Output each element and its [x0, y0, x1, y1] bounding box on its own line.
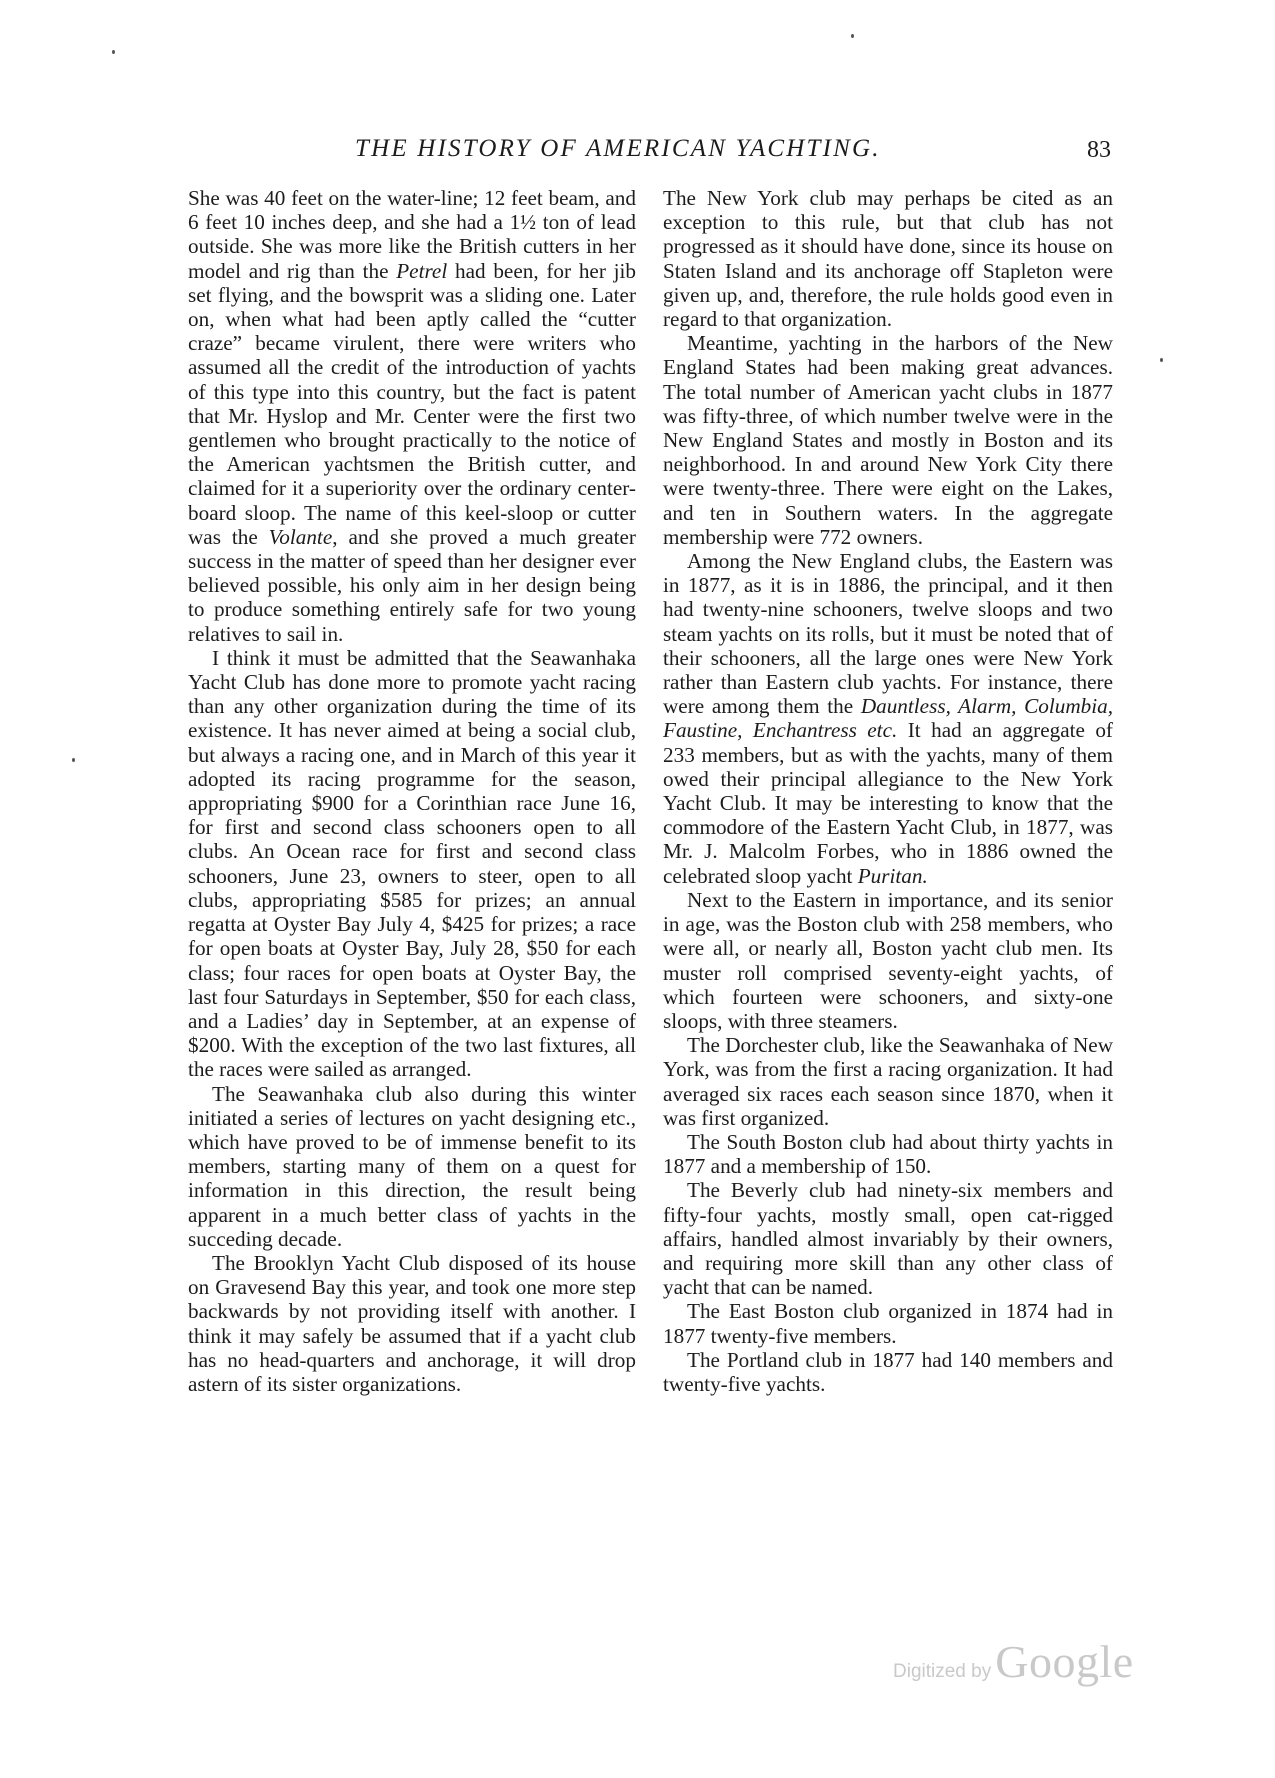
- italic-text: Dauntless, Alarm, Columbia, Faustine, Enchantress etc.: [663, 694, 1113, 743]
- paragraph: [663, 331, 1113, 549]
- paragraph: [188, 646, 636, 1082]
- text-run: The Seawanhaka club also during this winter initiated a series of lectures on yacht designing etc., which have proved to be of immense benefit to its members, starting many of them on a quest for information in this direction, the result being apparent in a much better class of yachts in the succeding decade.: [188, 1081, 636, 1251]
- digitized-by-google-watermark: [893, 1635, 1134, 1688]
- running-head-title: THE HISTORY OF AMERICAN YACHTING.: [355, 135, 881, 162]
- italic-text: Puritan.: [857, 863, 928, 888]
- italic-text: Petrel: [396, 258, 448, 283]
- text-run: It had an aggregate of 233 members, but as with the yachts, many of them owed their principal allegiance to the New York Yacht Club. It may be interesting to know that the commodore of the Eastern Yacht Club, in 1877, was Mr. J. Malcolm Forbes, who in 1886 owned the celebrated sloop yacht: [663, 718, 1113, 888]
- page-number: 83: [1087, 137, 1111, 163]
- text-run: I think it must be admitted that the Seawanhaka Yacht Club has done more to promote yacht racing than any other organization during the time of its existence. It has never aimed at being a social club, but always a racing one, and in March of this year it adopted its racing programme for the season, appropriating $900 for a Corinthian race June 16, for first and second class schooners open to all clubs. An Ocean race for first and second class schooners, June 23, owners to steer, open to all clubs, appropriating $585 for prizes; an annual regatta at Oyster Bay July 4, $425 for prizes; a race for open boats at Oyster Bay, July 28, $50 for each class; four races for open boats at Oyster Bay, the last four Saturdays in September, $50 for each class, and a Ladies’ day in September, at an expense of $200. With the exception of the two last fixtures, all the races were sailed as arranged.: [188, 645, 636, 1082]
- text-run: Next to the Eastern in importance, and its senior in age, was the Boston club with 258 members, who were all, or nearly all, Boston yacht club men. Its muster roll comprised seventy-eight yachts, of which fourteen were schooners, and sixty-one sloops, with three steamers.: [663, 887, 1113, 1033]
- watermark-prefix: Digitized by: [893, 1661, 992, 1682]
- text-run: The Portland club in 1877 had 140 members and twenty-five yachts.: [663, 1347, 1113, 1396]
- left-text-column: [188, 186, 636, 1396]
- text-run: The East Boston club organized in 1874 had in 1877 twenty-five members.: [663, 1299, 1113, 1348]
- text-run: The Brooklyn Yacht Club disposed of its house on Gravesend Bay this year, and took one more step backwards by not providing itself with another. I think it may safely be assumed that if a yacht club has no head-quarters and anchorage, it will drop astern of its sister organizations.: [188, 1250, 636, 1396]
- text-run: The New York club may perhaps be cited as an exception to this rule, but that club has not progressed as it should have done, since its house on Staten Island and its anchorage off Stapleton were given up, and, therefore, the rule holds good even in regard to that organization.: [663, 186, 1113, 332]
- text-run: Among the New England clubs, the Eastern was in 1877, as it is in 1886, the principal, and it then had twenty-nine schooners, twelve sloops and two steam yachts on its rolls, but it must be noted that of their schooners, all the large ones were New York rather than Eastern club yachts. For instance, there were among them the: [663, 549, 1113, 719]
- paragraph: [663, 1130, 1113, 1178]
- text-run: had been, for her jib set flying, and the bowsprit was a sliding one. Later on, when what had been aptly called the “cutter craze” became virulent, there were writers who assumed all the credit of the introduction of yachts of this type into this country, but the fact is patent that Mr. Hyslop and Mr. Center were the first two gentlemen who brought practically to the notice of the American yachtsmen the British cutter, and claimed for it a superiority over the ordinary center-board sloop. The name of this keel-sloop or cutter was the: [188, 258, 637, 549]
- text-run: The Dorchester club, like the Seawanhaka of New York, was from the first a racing organization. It had averaged six races each season since 1870, when it was first organized.: [663, 1033, 1113, 1130]
- italic-text: Volante: [268, 524, 333, 549]
- scan-speck: [1160, 358, 1163, 362]
- text-run: The South Boston club had about thirty yachts in 1877 and a membership of 150.: [663, 1129, 1113, 1179]
- paragraph: [663, 549, 1113, 888]
- paragraph: [663, 186, 1113, 331]
- paragraph: [188, 1251, 636, 1396]
- scan-speck: [112, 50, 115, 54]
- text-run: , and she proved a much greater success in the matter of speed than her designer ever believed possible, his only aim in her design being to produce something entirely safe for two young relatives to sail in.: [188, 524, 636, 646]
- text-run: Meantime, yachting in the harbors of the New England States had been making great advances. The total number of American yacht clubs in 1877 was fifty-three, of which number twelve were in the New England States and mostly in Boston and its neighborhood. In and around New York City there were twenty-three. There were eight on the Lakes, and ten in Southern waters. In the aggregate membership were 772 owners.: [663, 331, 1113, 549]
- paragraph: [663, 1178, 1113, 1299]
- text-run: The Beverly club had ninety-six members and fifty-four yachts, mostly small, open cat-rigged affairs, handled almost invariably by their owners, and requiring more skill than any other class of yacht that can be named.: [663, 1178, 1113, 1300]
- paragraph: [188, 1082, 636, 1251]
- paragraph: [663, 1299, 1113, 1347]
- scan-speck: [851, 34, 854, 38]
- paragraph: [663, 888, 1113, 1033]
- paragraph: [663, 1348, 1113, 1396]
- right-text-column: [663, 186, 1113, 1396]
- text-run: She was 40 feet on the water-line; 12 feet beam, and 6 feet 10 inches deep, and she had a 1½ ton of lead outside. She was more like the British cutters in her model and rig than the: [188, 186, 636, 283]
- paragraph: [663, 1033, 1113, 1130]
- scan-speck: [72, 758, 75, 762]
- paragraph: [188, 186, 636, 646]
- google-logo: Google: [995, 1636, 1134, 1687]
